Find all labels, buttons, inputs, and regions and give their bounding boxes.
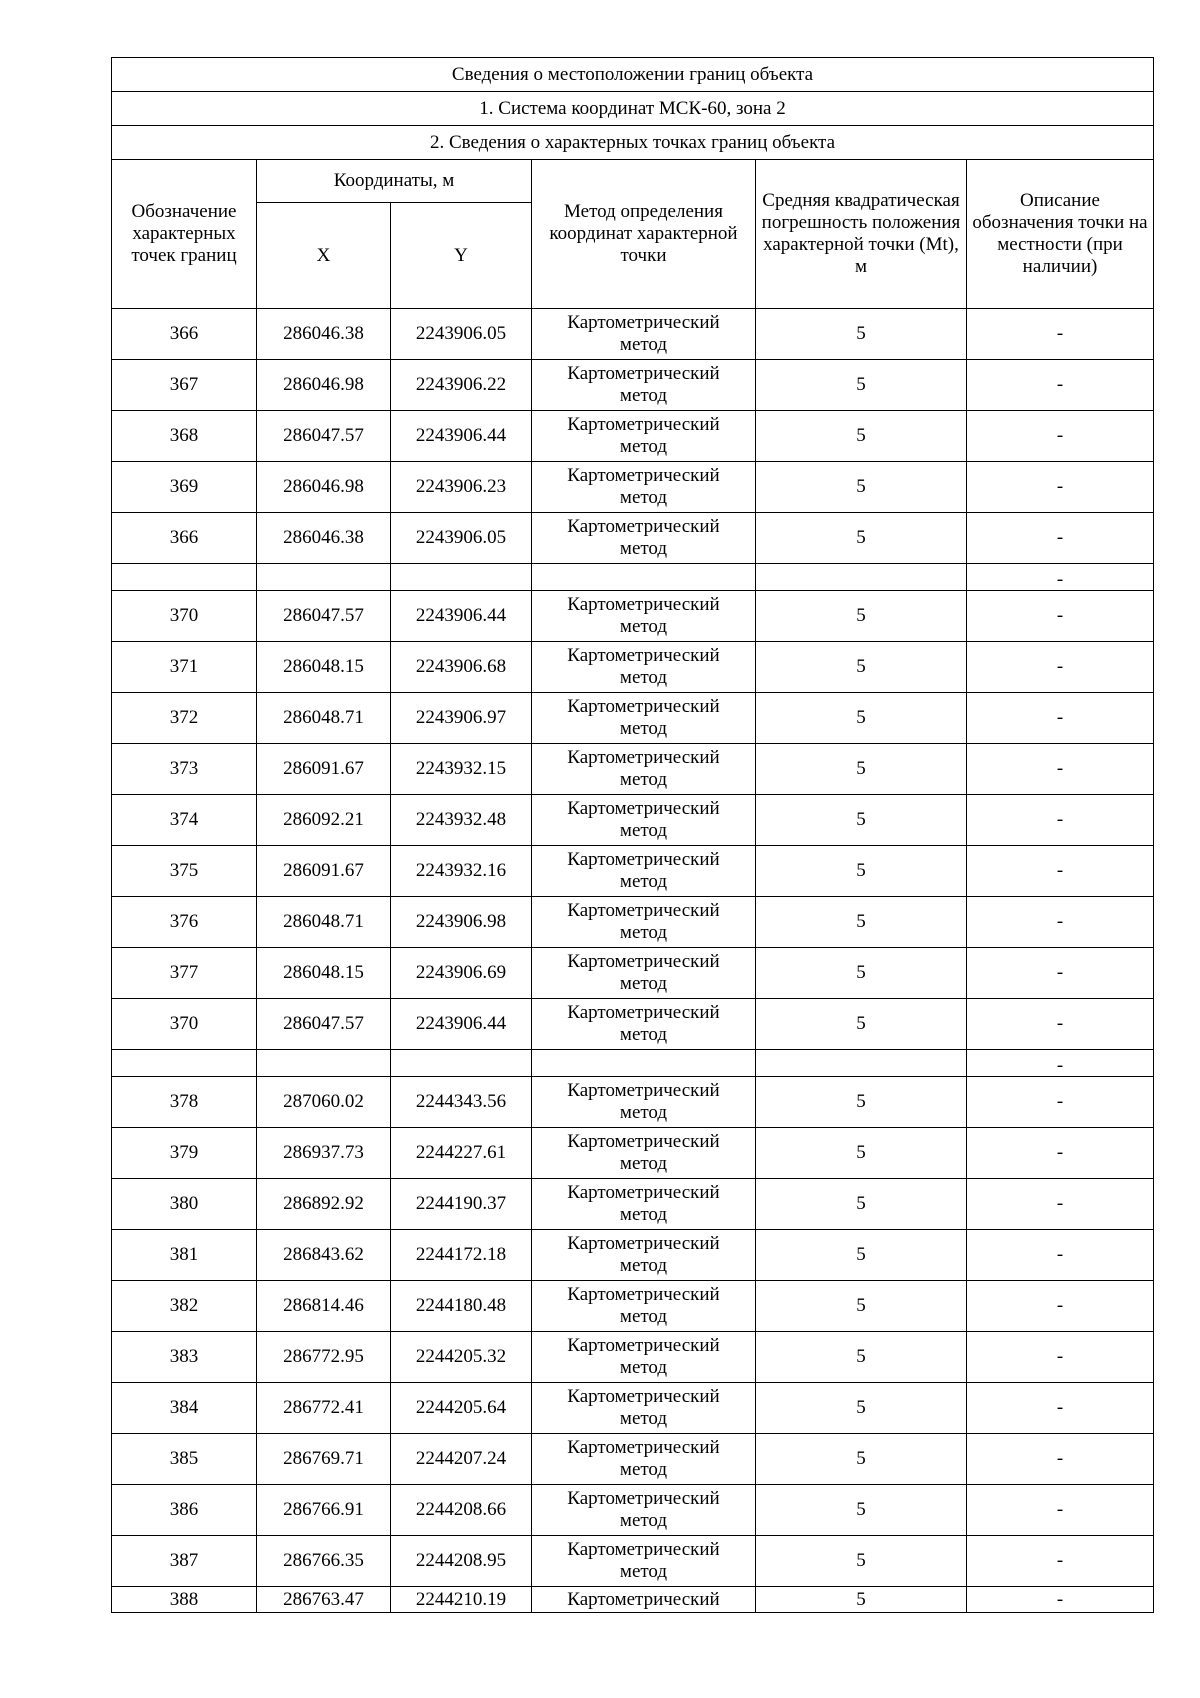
- point-row: [112, 1230, 1154, 1281]
- method-line-1: Картометрический: [567, 696, 720, 717]
- y-cell: 2243932.15: [391, 744, 532, 795]
- description-cell: -: [967, 642, 1154, 693]
- method-line-1: Картометрический: [567, 1588, 720, 1610]
- header-description: Описание обозначения точки на местности (при наличии): [967, 160, 1154, 309]
- x-cell: 286766.35: [257, 1536, 391, 1587]
- separator-row: [112, 1050, 1154, 1077]
- method-cell: [532, 1587, 756, 1613]
- method-line-1: Картометрический: [567, 363, 720, 384]
- y-cell: 2244208.95: [391, 1536, 532, 1587]
- point-row: [112, 795, 1154, 846]
- method-line-1: Картометрический: [567, 1335, 720, 1356]
- point-cell: 366: [112, 309, 257, 360]
- x-cell: 286046.38: [257, 513, 391, 564]
- method-line-2: метод: [619, 922, 668, 943]
- method-line-1: Картометрический: [567, 312, 720, 333]
- x-cell: 286769.71: [257, 1434, 391, 1485]
- point-cell: 383: [112, 1332, 257, 1383]
- method-line-2: метод: [619, 973, 668, 994]
- method-line-2: метод: [619, 1561, 668, 1582]
- x-cell: 286047.57: [257, 999, 391, 1050]
- point-cell: 385: [112, 1434, 257, 1485]
- method-line-2: метод: [619, 1306, 668, 1327]
- point-row: [112, 1434, 1154, 1485]
- method-line-1: Картометрический: [567, 747, 720, 768]
- point-cell: 373: [112, 744, 257, 795]
- point-row: [112, 1281, 1154, 1332]
- description-cell: -: [967, 1281, 1154, 1332]
- description-cell: -: [967, 513, 1154, 564]
- x-cell: 286046.98: [257, 360, 391, 411]
- y-cell: 2243932.48: [391, 795, 532, 846]
- method-line-1: Картометрический: [567, 1539, 720, 1560]
- y-cell: 2244205.32: [391, 1332, 532, 1383]
- x-cell: 286091.67: [257, 846, 391, 897]
- description-cell: -: [967, 1230, 1154, 1281]
- point-row: [112, 1128, 1154, 1179]
- y-cell: 2244210.19: [391, 1587, 532, 1613]
- description-cell: -: [967, 591, 1154, 642]
- x-cell: 286772.41: [257, 1383, 391, 1434]
- method-cell: [532, 462, 756, 513]
- description-cell: -: [967, 999, 1154, 1050]
- y-cell: 2243906.69: [391, 948, 532, 999]
- point-cell: 376: [112, 897, 257, 948]
- method-cell: [532, 1230, 756, 1281]
- error-cell: [756, 564, 967, 591]
- point-cell: 367: [112, 360, 257, 411]
- method-cell: [532, 846, 756, 897]
- description-cell: -: [967, 1128, 1154, 1179]
- description-cell: -: [967, 1332, 1154, 1383]
- method-line-2: метод: [619, 1102, 668, 1123]
- x-cell: 286047.57: [257, 591, 391, 642]
- x-cell: 286772.95: [257, 1332, 391, 1383]
- point-cell: 368: [112, 411, 257, 462]
- method-cell: [532, 1434, 756, 1485]
- x-cell: 286843.62: [257, 1230, 391, 1281]
- point-row: [112, 513, 1154, 564]
- y-cell: 2244180.48: [391, 1281, 532, 1332]
- point-row: [112, 897, 1154, 948]
- error-cell: 5: [756, 1485, 967, 1536]
- point-row: [112, 948, 1154, 999]
- method-cell: [532, 948, 756, 999]
- method-line-1: Картометрический: [567, 1284, 720, 1305]
- y-cell: 2243906.23: [391, 462, 532, 513]
- error-cell: 5: [756, 846, 967, 897]
- point-row: [112, 693, 1154, 744]
- method-cell: [532, 360, 756, 411]
- description-cell: -: [967, 744, 1154, 795]
- point-cell: 386: [112, 1485, 257, 1536]
- header-y: Y: [391, 203, 532, 309]
- y-cell: [391, 564, 532, 591]
- x-cell: 286048.71: [257, 897, 391, 948]
- point-row: [112, 642, 1154, 693]
- method-cell: [532, 1536, 756, 1587]
- y-cell: 2244343.56: [391, 1077, 532, 1128]
- error-cell: 5: [756, 1230, 967, 1281]
- point-row: [112, 1536, 1154, 1587]
- method-line-1: Картометрический: [567, 1488, 720, 1509]
- point-cell: 370: [112, 999, 257, 1050]
- method-line-2: метод: [619, 1204, 668, 1225]
- method-cell: [532, 564, 756, 591]
- method-line-1: Картометрический: [567, 1233, 720, 1254]
- method-line-1: Картометрический: [567, 1131, 720, 1152]
- description-cell: -: [967, 693, 1154, 744]
- method-cell: [532, 1050, 756, 1077]
- point-row: [112, 999, 1154, 1050]
- method-line-1: Картометрический: [567, 900, 720, 921]
- x-cell: 286048.71: [257, 693, 391, 744]
- error-cell: 5: [756, 309, 967, 360]
- method-line-2: метод: [619, 1255, 668, 1276]
- method-line-1: Картометрический: [567, 465, 720, 486]
- description-cell: -: [967, 948, 1154, 999]
- point-cell: 375: [112, 846, 257, 897]
- error-cell: 5: [756, 1434, 967, 1485]
- coordinate-system: 1. Система координат МСК-60, зона 2: [112, 92, 1154, 126]
- y-cell: 2244208.66: [391, 1485, 532, 1536]
- point-cell: 369: [112, 462, 257, 513]
- point-cell: 366: [112, 513, 257, 564]
- separator-row: [112, 564, 1154, 591]
- method-line-1: Картометрический: [567, 1386, 720, 1407]
- point-row: [112, 1179, 1154, 1230]
- description-cell: -: [967, 897, 1154, 948]
- y-cell: 2244205.64: [391, 1383, 532, 1434]
- header-x: X: [257, 203, 391, 309]
- method-line-2: метод: [619, 1024, 668, 1045]
- x-cell: 286763.47: [257, 1587, 391, 1613]
- y-cell: 2244172.18: [391, 1230, 532, 1281]
- description-cell: -: [967, 1434, 1154, 1485]
- x-cell: 287060.02: [257, 1077, 391, 1128]
- method-line-2: метод: [619, 871, 668, 892]
- table-title: Сведения о местоположении границ объекта: [112, 58, 1154, 92]
- y-cell: 2243906.44: [391, 591, 532, 642]
- point-cell: 372: [112, 693, 257, 744]
- method-cell: [532, 1332, 756, 1383]
- y-cell: 2243906.22: [391, 360, 532, 411]
- point-cell: 388: [112, 1587, 257, 1613]
- error-cell: 5: [756, 795, 967, 846]
- method-cell: [532, 795, 756, 846]
- description-cell: -: [967, 462, 1154, 513]
- point-cell: 381: [112, 1230, 257, 1281]
- point-cell: 377: [112, 948, 257, 999]
- error-cell: 5: [756, 513, 967, 564]
- point-row: [112, 1485, 1154, 1536]
- point-cell: 374: [112, 795, 257, 846]
- method-line-2: метод: [619, 769, 668, 790]
- error-cell: 5: [756, 897, 967, 948]
- method-line-1: Картометрический: [567, 1002, 720, 1023]
- point-row: [112, 591, 1154, 642]
- x-cell: 286937.73: [257, 1128, 391, 1179]
- header-point: Обозначение характерных точек границ: [112, 160, 257, 309]
- method-cell: [532, 1485, 756, 1536]
- point-cell: [112, 1050, 257, 1077]
- x-cell: [257, 1050, 391, 1077]
- error-cell: 5: [756, 642, 967, 693]
- method-line-1: Картометрический: [567, 1182, 720, 1203]
- method-cell: [532, 897, 756, 948]
- method-line-2: метод: [619, 820, 668, 841]
- description-cell: -: [967, 1485, 1154, 1536]
- error-cell: 5: [756, 1077, 967, 1128]
- point-row: [112, 360, 1154, 411]
- method-cell: [532, 411, 756, 462]
- method-cell: [532, 1179, 756, 1230]
- y-cell: 2243906.44: [391, 411, 532, 462]
- error-cell: 5: [756, 1128, 967, 1179]
- point-cell: 384: [112, 1383, 257, 1434]
- point-cell: 379: [112, 1128, 257, 1179]
- method-line-2: метод: [619, 1357, 668, 1378]
- method-cell: [532, 642, 756, 693]
- method-line-2: метод: [619, 1510, 668, 1531]
- y-cell: 2243906.98: [391, 897, 532, 948]
- method-cell: [532, 1077, 756, 1128]
- error-cell: 5: [756, 1383, 967, 1434]
- error-cell: 5: [756, 1179, 967, 1230]
- y-cell: 2243906.05: [391, 513, 532, 564]
- x-cell: 286766.91: [257, 1485, 391, 1536]
- method-line-2: метод: [619, 667, 668, 688]
- method-cell: [532, 591, 756, 642]
- method-cell: [532, 1383, 756, 1434]
- method-line-2: метод: [619, 1408, 668, 1429]
- point-row: [112, 1383, 1154, 1434]
- description-cell: -: [967, 1536, 1154, 1587]
- method-line-1: Картометрический: [567, 594, 720, 615]
- error-cell: 5: [756, 360, 967, 411]
- point-cell: [112, 564, 257, 591]
- error-cell: 5: [756, 1536, 967, 1587]
- error-cell: [756, 1050, 967, 1077]
- description-cell: -: [967, 1587, 1154, 1613]
- point-cell: 378: [112, 1077, 257, 1128]
- header-method: Метод определения координат характерной точки: [532, 160, 756, 309]
- point-row: [112, 1587, 1154, 1613]
- description-cell: -: [967, 360, 1154, 411]
- x-cell: 286814.46: [257, 1281, 391, 1332]
- description-cell: -: [967, 795, 1154, 846]
- error-cell: 5: [756, 948, 967, 999]
- x-cell: 286048.15: [257, 948, 391, 999]
- y-cell: [391, 1050, 532, 1077]
- point-cell: 370: [112, 591, 257, 642]
- method-line-1: Картометрический: [567, 516, 720, 537]
- method-cell: [532, 744, 756, 795]
- description-cell: -: [967, 564, 1154, 591]
- description-cell: -: [967, 1077, 1154, 1128]
- method-line-1: Картометрический: [567, 798, 720, 819]
- point-row: [112, 1332, 1154, 1383]
- method-line-1: Картометрический: [567, 849, 720, 870]
- method-line-1: Картометрический: [567, 1437, 720, 1458]
- x-cell: 286046.98: [257, 462, 391, 513]
- method-line-2: метод: [619, 436, 668, 457]
- description-cell: -: [967, 411, 1154, 462]
- point-row: [112, 744, 1154, 795]
- error-cell: 5: [756, 591, 967, 642]
- error-cell: 5: [756, 1281, 967, 1332]
- point-row: [112, 411, 1154, 462]
- y-cell: 2244227.61: [391, 1128, 532, 1179]
- y-cell: 2243906.68: [391, 642, 532, 693]
- method-line-1: Картометрический: [567, 414, 720, 435]
- header-coordinates: Координаты, м: [257, 160, 532, 203]
- point-cell: 387: [112, 1536, 257, 1587]
- description-cell: -: [967, 846, 1154, 897]
- error-cell: 5: [756, 411, 967, 462]
- method-line-2: метод: [619, 718, 668, 739]
- method-line-2: метод: [619, 1153, 668, 1174]
- error-cell: 5: [756, 744, 967, 795]
- header-error: Средняя квадратическая погрешность положения характерной точки (Mt), м: [756, 160, 967, 309]
- error-cell: 5: [756, 693, 967, 744]
- description-cell: -: [967, 1383, 1154, 1434]
- method-cell: [532, 999, 756, 1050]
- method-line-1: Картометрический: [567, 645, 720, 666]
- method-line-2: метод: [619, 334, 668, 355]
- description-cell: -: [967, 1050, 1154, 1077]
- method-line-2: метод: [619, 487, 668, 508]
- x-cell: 286046.38: [257, 309, 391, 360]
- error-cell: 5: [756, 999, 967, 1050]
- y-cell: 2243906.44: [391, 999, 532, 1050]
- method-line-2: метод: [619, 538, 668, 559]
- description-cell: -: [967, 1179, 1154, 1230]
- description-cell: -: [967, 309, 1154, 360]
- error-cell: 5: [756, 462, 967, 513]
- method-cell: [532, 1281, 756, 1332]
- method-cell: [532, 513, 756, 564]
- error-cell: 5: [756, 1332, 967, 1383]
- y-cell: 2243906.97: [391, 693, 532, 744]
- y-cell: 2243932.16: [391, 846, 532, 897]
- x-cell: [257, 564, 391, 591]
- x-cell: 286892.92: [257, 1179, 391, 1230]
- method-line-1: Картометрический: [567, 1080, 720, 1101]
- method-cell: [532, 693, 756, 744]
- method-cell: [532, 1128, 756, 1179]
- x-cell: 286047.57: [257, 411, 391, 462]
- method-cell: [532, 309, 756, 360]
- method-line-2: метод: [619, 616, 668, 637]
- section-title: 2. Сведения о характерных точках границ объекта: [112, 126, 1154, 160]
- y-cell: 2243906.05: [391, 309, 532, 360]
- point-cell: 380: [112, 1179, 257, 1230]
- method-line-1: Картометрический: [567, 951, 720, 972]
- x-cell: 286091.67: [257, 744, 391, 795]
- method-line-2: метод: [619, 385, 668, 406]
- point-cell: 371: [112, 642, 257, 693]
- y-cell: 2244207.24: [391, 1434, 532, 1485]
- boundary-points-table: [111, 57, 1154, 1613]
- point-row: [112, 309, 1154, 360]
- method-line-2: метод: [619, 1459, 668, 1480]
- x-cell: 286048.15: [257, 642, 391, 693]
- point-row: [112, 462, 1154, 513]
- y-cell: 2244190.37: [391, 1179, 532, 1230]
- point-row: [112, 1077, 1154, 1128]
- point-row: [112, 846, 1154, 897]
- point-cell: 382: [112, 1281, 257, 1332]
- x-cell: 286092.21: [257, 795, 391, 846]
- error-cell: 5: [756, 1587, 967, 1613]
